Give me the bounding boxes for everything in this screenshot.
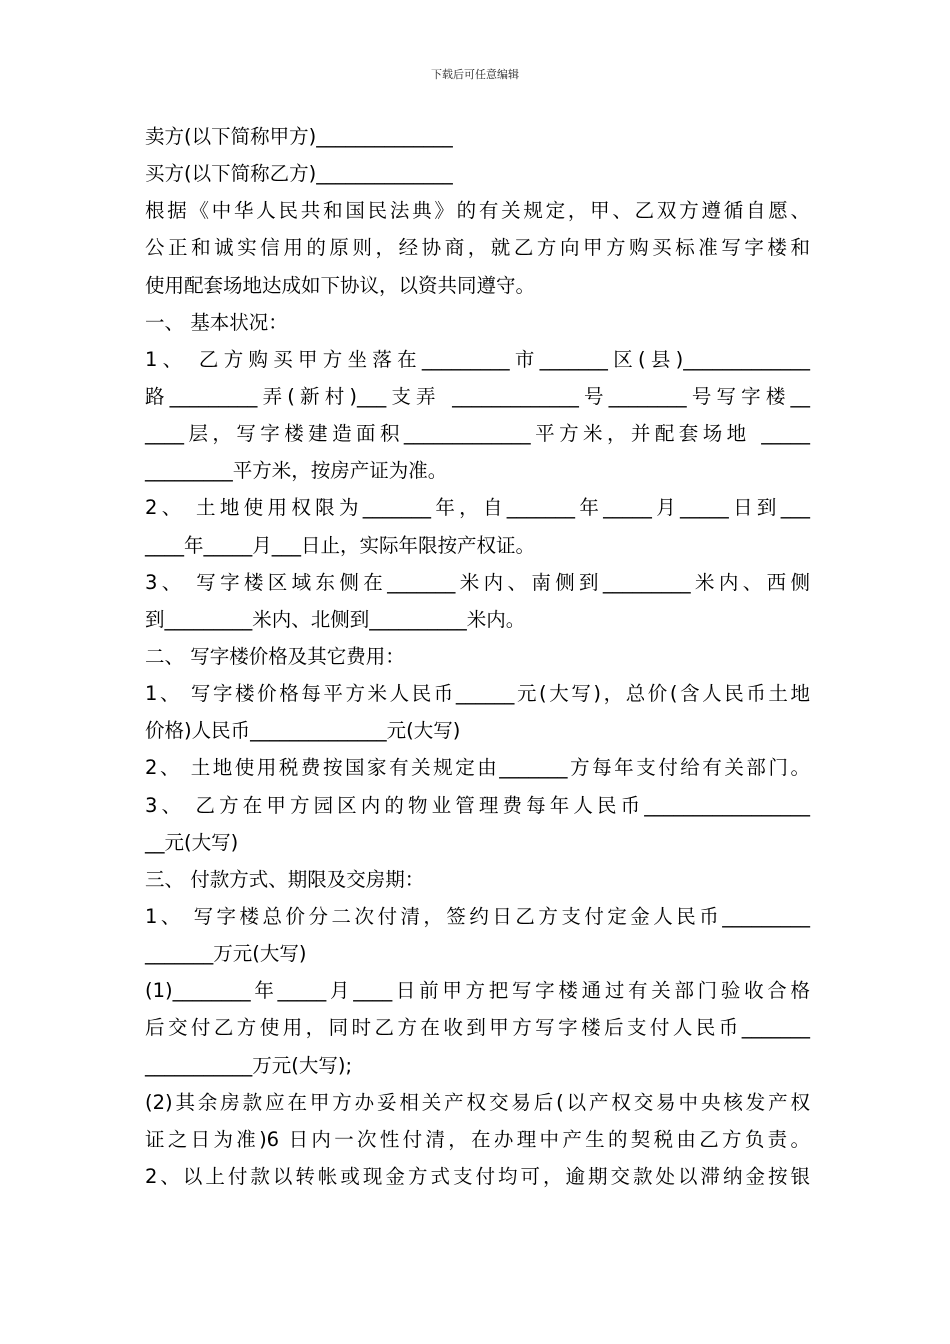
text-line: 卖方(以下简称甲方)______________ xyxy=(145,125,453,148)
text-line: 2、 土地使用权限为_______年，自_______年_____月_____日到___ xyxy=(145,496,810,520)
text-line: __元(大写) xyxy=(145,830,239,854)
text-line: 1、 写字楼总价分二次付清，签约日乙方支付定金人民币_________ xyxy=(145,904,810,928)
text-line: 1、 写字楼价格每平方米人民币______元(大写)，总价(含人民币土地 xyxy=(145,682,810,706)
text-line: 3、 写字楼区域东侧在_______米内、南侧到_________米内、西侧 xyxy=(145,570,810,594)
text-line: 到_________米内、北侧到__________米内。 xyxy=(145,607,526,631)
text-line: 使用配套场地达成如下协议，以资共同遵守。 xyxy=(145,273,536,297)
text-line: ____年_____月___日止，实际年限按产权证。 xyxy=(145,533,536,557)
text-line: (2)其余房款应在甲方办妥相关产权交易后(以产权交易中央核发产权 xyxy=(145,1090,810,1114)
contract-body xyxy=(145,118,810,1195)
text-line: 一、 基本状况： xyxy=(145,310,288,334)
text-line: 公正和诚实信用的原则，经协商，就乙方向甲方购买标准写字楼和 xyxy=(145,236,810,260)
text-line: 2、以上付款以转帐或现金方式支付均可，逾期交款处以滞纳金按银 xyxy=(145,1164,810,1188)
text-line: _________平方米，按房产证为准。 xyxy=(145,459,448,483)
text-line: 后交付乙方使用，同时乙方在收到甲方写字楼后支付人民币_______ xyxy=(145,1016,810,1040)
text-line: 三、 付款方式、期限及交房期： xyxy=(145,867,425,891)
text-line: 价格)人民币______________元(大写) xyxy=(145,719,461,743)
text-line: 二、 写字楼价格及其它费用： xyxy=(145,644,405,668)
text-line: 根据《中华人民共和国民法典》的有关规定，甲、乙双方遵循自愿、 xyxy=(145,199,810,223)
text-line: 3、 乙方在甲方园区内的物业管理费每年人民币_________________ xyxy=(145,793,810,817)
text-line: 路_________弄(新村)___支弄 _____________号________号写字楼__ xyxy=(145,384,810,408)
header-note: 下载后可任意编辑 xyxy=(431,68,519,81)
text-line: 2、 土地使用税费按国家有关规定由_______方每年支付给有关部门。 xyxy=(145,756,810,780)
text-line: 证之日为准)6 日内一次性付清，在办理中产生的契税由乙方负责。 xyxy=(145,1127,810,1151)
text-line: _______万元(大写) xyxy=(145,942,307,966)
text-line: ____层，写字楼建造面积_____________平方米，并配套场地 _____ xyxy=(145,422,810,446)
text-line: 买方(以下简称乙方)______________ xyxy=(145,162,453,186)
text-line: (1)________年_____月____日前甲方把写字楼通过有关部门验收合格 xyxy=(145,979,810,1003)
text-line: ___________万元(大写); xyxy=(145,1053,353,1077)
text-line: 1、 乙方购买甲方坐落在_________市_______区(县)_____________ xyxy=(145,347,810,371)
